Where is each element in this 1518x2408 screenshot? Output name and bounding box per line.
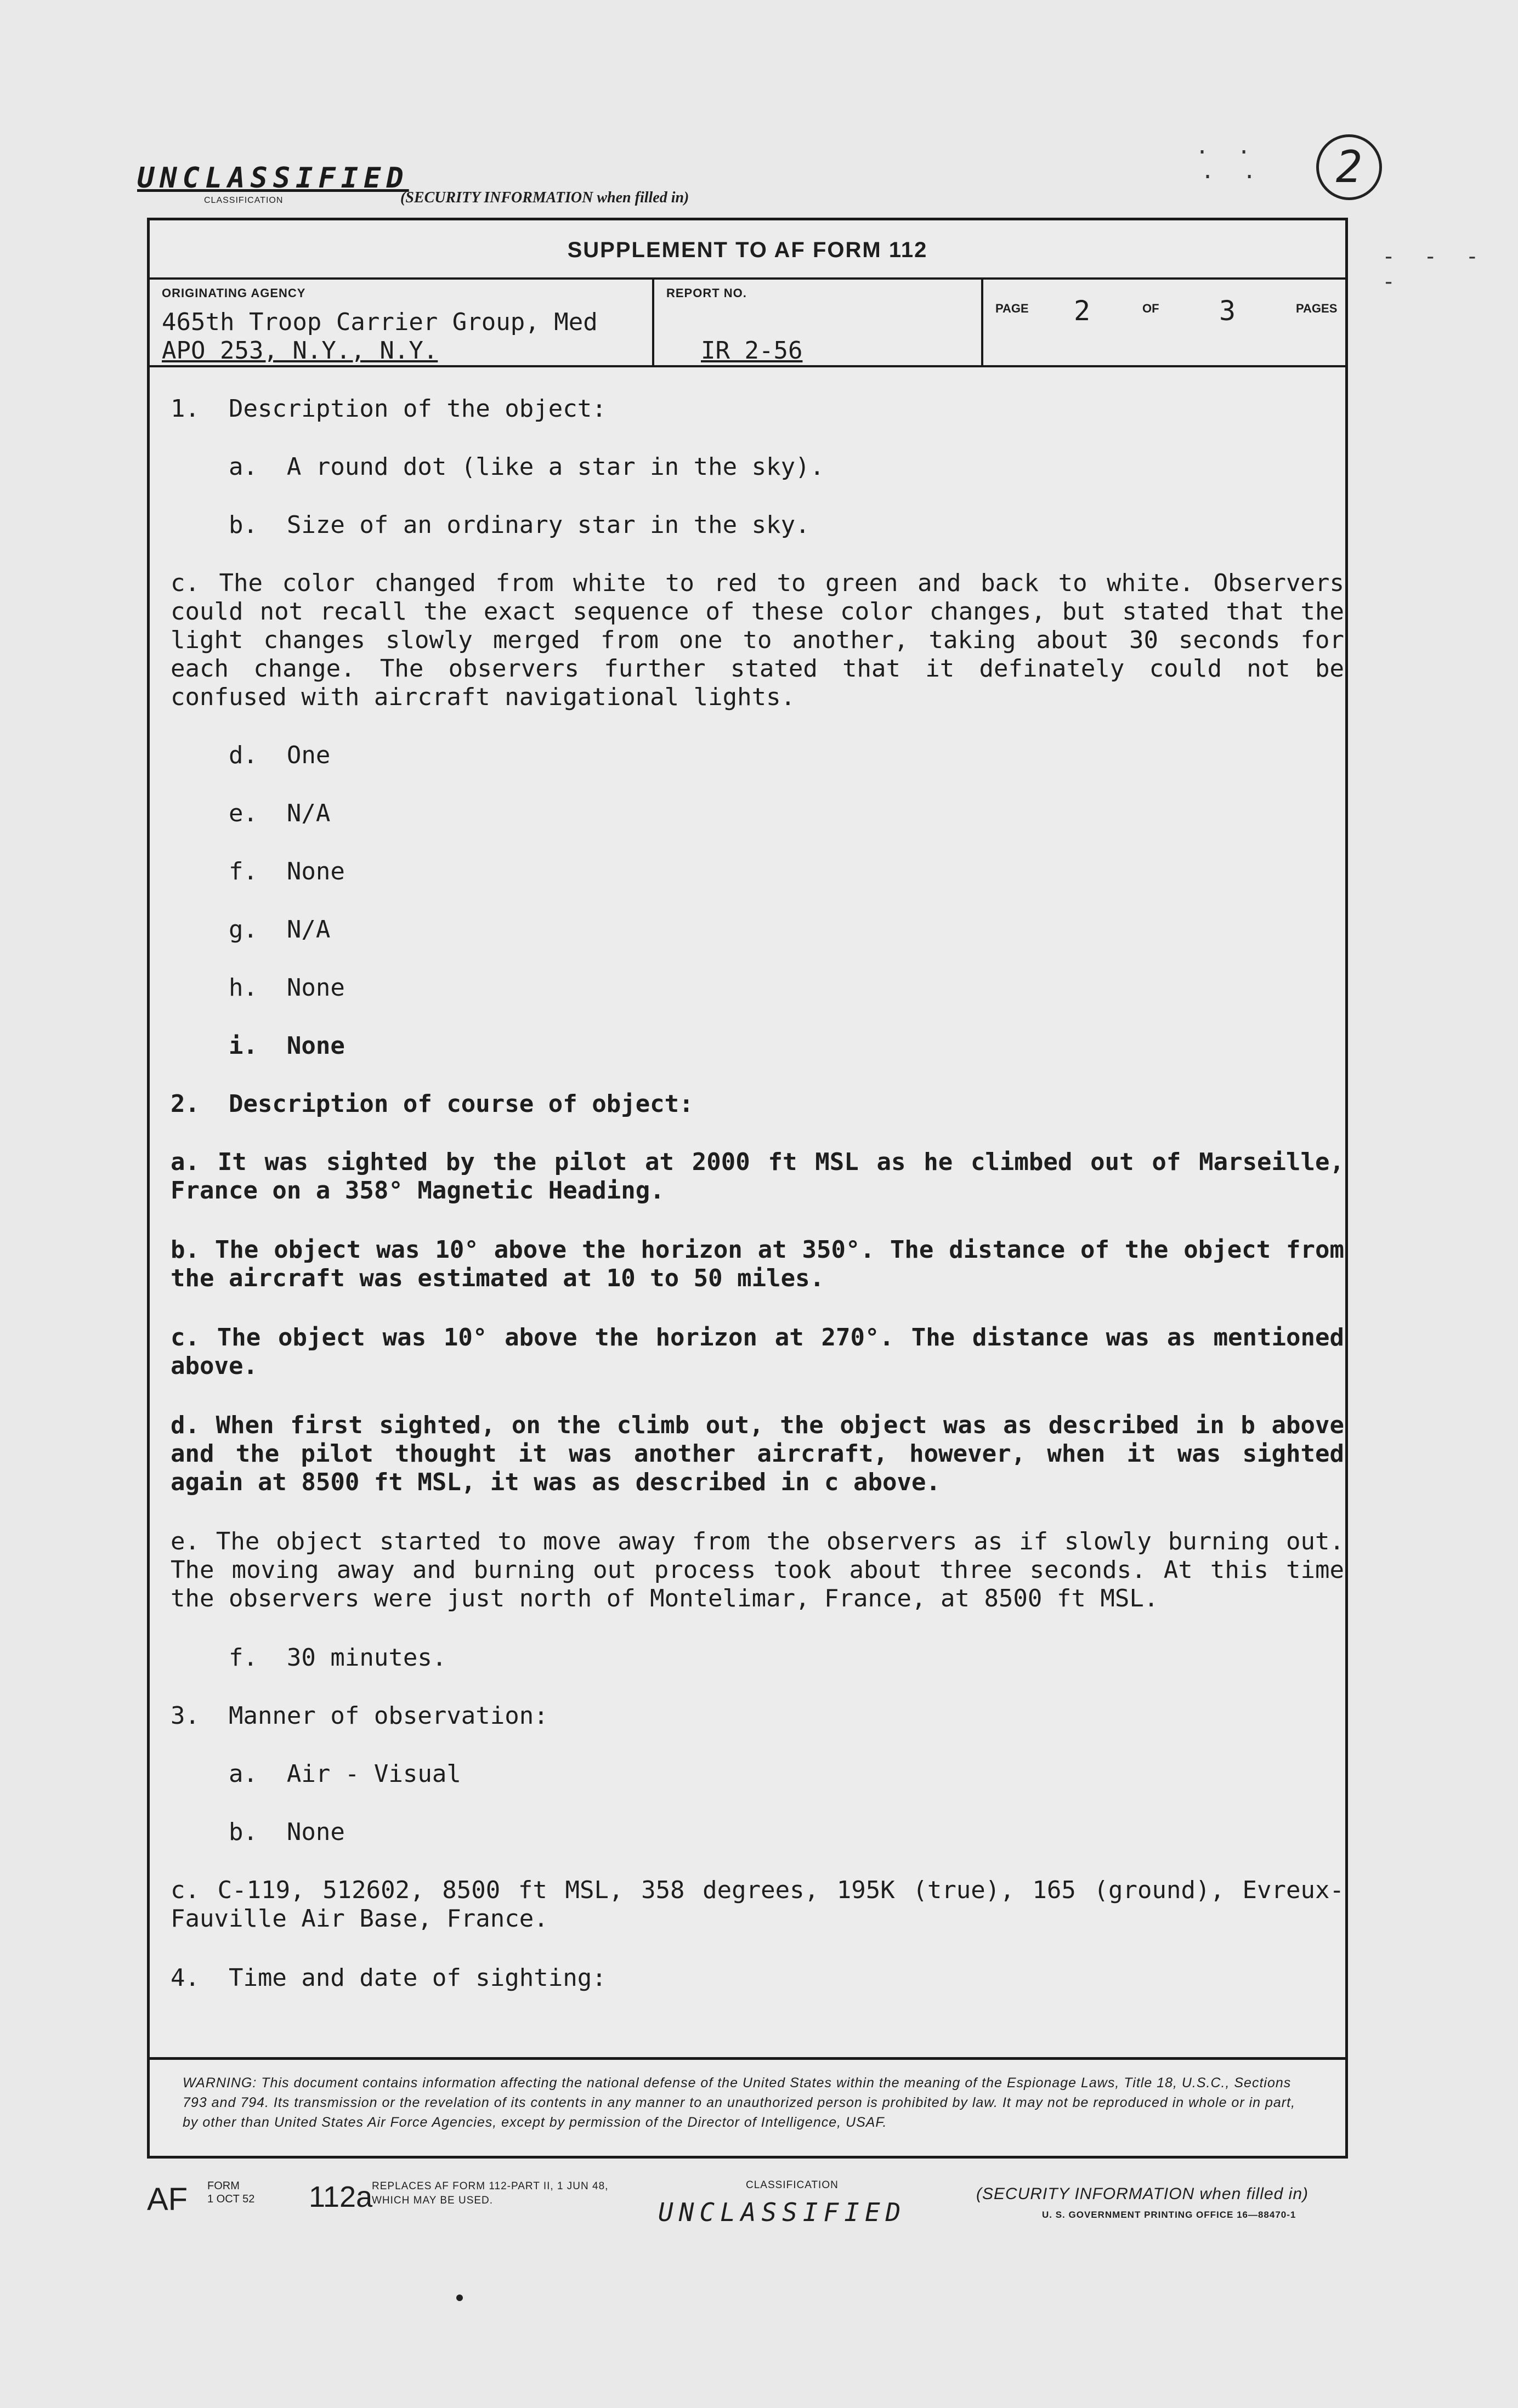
originating-agency-cell (150, 280, 654, 367)
report-no-label: REPORT NO. (666, 286, 747, 300)
item-2d: d. When first sighted, on the climb out, the object was as described in b above and the pilot thought it was another aircraft, however, when it was sighted again at 8500 ft MSL, it was as described in c above. (171, 1411, 1344, 1496)
page-cell (983, 280, 1351, 367)
originating-agency-label: ORIGINATING AGENCY (162, 286, 306, 300)
stray-marks: · · (1196, 140, 1259, 165)
item-1e: e. N/A (171, 799, 331, 827)
page-label: PAGE (995, 302, 1029, 315)
item-1a: a. A round dot (like a star in the sky). (171, 453, 825, 481)
item-2f: f. 30 minutes. (171, 1644, 447, 1672)
footer-replaces-line1: REPLACES AF FORM 112-PART II, 1 JUN 48, (372, 2180, 609, 2192)
originating-agency-line1: 465th Troop Carrier Group, Med (162, 308, 598, 336)
originating-agency-line2: APO 253, N.Y., N.Y. (162, 337, 438, 365)
footer-printing-office: U. S. GOVERNMENT PRINTING OFFICE 16—88470-1 (1042, 2210, 1296, 2220)
item-1f: f. None (171, 857, 345, 885)
footer-replaces (372, 2179, 608, 2208)
item-3a: a. Air - Visual (171, 1760, 461, 1788)
section-2-heading: 2. Description of course of object: (171, 1090, 694, 1118)
warning-notice: WARNING: This document contains information affecting the national defense of the United States within the meaning of the Espionage Laws, Title 18, U.S.C., Sections 793 and 794. Its transmission or the revelation of its contents in any manner to an unauthorized person is prohibited by law. It may not be reproduced in whole or in part, by other than United States Air Force Agencies, except by permission of the Director of Intelligence, USAF. (150, 2057, 1345, 2161)
top-classification: UNCLASSIFIED (137, 162, 409, 195)
stray-marks: · · (1201, 164, 1264, 190)
footer-classification: UNCLASSIFIED (658, 2197, 907, 2227)
handwritten-page-mark: 2 (1316, 134, 1382, 200)
item-1i: i. None (171, 1032, 345, 1060)
stray-marks: - - - - (1382, 244, 1487, 294)
section-4-heading: 4. Time and date of sighting: (171, 1964, 607, 1992)
item-2b: b. The object was 10° above the horizon at 350°. The distance of the object from the aircraft was estimated at 10 to 50 miles. (171, 1236, 1344, 1292)
footer-af: AF (147, 2182, 188, 2217)
report-no-cell (654, 280, 983, 367)
total-pages: 3 (1219, 295, 1236, 327)
item-3b: b. None (171, 1818, 345, 1846)
form-header-row (150, 280, 1345, 367)
item-2c: c. The object was 10° above the horizon at 270°. The distance was as mentioned above. (171, 1324, 1344, 1380)
of-label: OF (1142, 302, 1159, 315)
item-1c: c. The color changed from white to red to green and back to white. Observers could not recall the exact sequence of these color changes, but stated that the light changes slowly merged from one to another, taking about 30 seconds for each change. The observers further stated that it definately could not be confused with aircraft navigational lights. (171, 569, 1344, 711)
report-no-value: IR 2-56 (701, 337, 803, 365)
item-2e: e. The object started to move away from the observers as if slowly burning out. The moving away and burning out process took about three seconds. At this time the observers were just north of Montelimar, France, at 8500 ft MSL. (171, 1527, 1344, 1612)
item-1d: d. One (171, 741, 331, 769)
footer-classification-label: CLASSIFICATION (746, 2179, 839, 2191)
form-box (147, 218, 1348, 2159)
footer-form-label (207, 2179, 254, 2206)
footer-form-number: 112a (309, 2180, 373, 2213)
top-classification-caption: CLASSIFICATION (204, 196, 284, 205)
footer-form-date: 1 OCT 52 (207, 2193, 255, 2205)
footer-replaces-line2: WHICH MAY BE USED. (372, 2195, 494, 2206)
item-3c: c. C-119, 512602, 8500 ft MSL, 358 degrees, 195K (true), 165 (ground), Evreux-Fauville Air Base, France. (171, 1876, 1344, 1933)
item-1h: h. None (171, 974, 345, 1002)
form-title: SUPPLEMENT TO AF FORM 112 (150, 220, 1345, 280)
section-1-heading: 1. Description of the object: (171, 395, 607, 423)
page-number: 2 (1074, 295, 1091, 327)
item-2a: a. It was sighted by the pilot at 2000 ft MSL as he climbed out of Marseille, France on a 358° Magnetic Heading. (171, 1148, 1344, 1205)
section-3-heading: 3. Manner of observation: (171, 1702, 548, 1730)
top-security-info: (SECURITY INFORMATION when filled in) (400, 189, 689, 206)
stray-ink-dot (456, 2295, 463, 2301)
footer-form-word: FORM (207, 2180, 240, 2192)
pages-label: PAGES (1296, 302, 1338, 315)
item-1b: b. Size of an ordinary star in the sky. (171, 511, 810, 539)
item-1g: g. N/A (171, 916, 331, 944)
footer-security-info: (SECURITY INFORMATION when filled in) (976, 2185, 1309, 2203)
